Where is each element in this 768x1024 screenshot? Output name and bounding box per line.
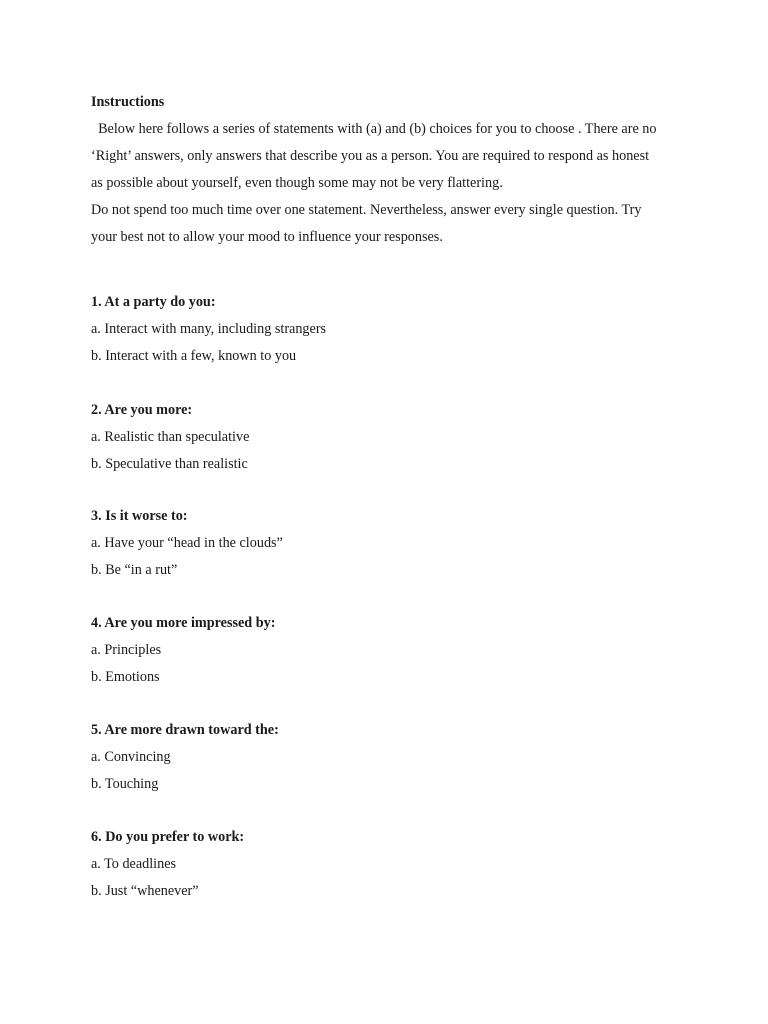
option-b: b. Be “in a rut” (91, 562, 178, 578)
question-3 (91, 503, 691, 584)
option-b: b. Just “whenever” (91, 883, 199, 899)
question-title: 4. Are you more impressed by: (91, 615, 276, 631)
question-2 (91, 397, 691, 478)
option-b: b. Interact with a few, known to you (91, 348, 297, 364)
instructions-paragraph-1 (91, 116, 711, 197)
option-a: a. Realistic than speculative (91, 429, 250, 445)
question-title: 6. Do you prefer to work: (91, 829, 245, 845)
option-b: b. Touching (91, 776, 159, 792)
option-a: a. Principles (91, 642, 162, 658)
question-4 (91, 610, 691, 691)
question-title: 3. Is it worse to: (91, 508, 188, 524)
option-b: b. Speculative than realistic (91, 456, 248, 472)
question-title: 5. Are more drawn toward the: (91, 722, 279, 738)
instructions-line: ‘Right’ answers, only answers that describe you as a person. You are required to respond as honest (91, 148, 650, 164)
question-6 (91, 824, 691, 905)
question-1 (91, 289, 691, 370)
option-a: a. Convincing (91, 749, 171, 765)
option-b: b. Emotions (91, 669, 160, 685)
option-a: a. To deadlines (91, 856, 177, 872)
question-title: 2. Are you more: (91, 402, 193, 418)
question-title: 1. At a party do you: (91, 294, 216, 310)
option-a: a. Have your “head in the clouds” (91, 535, 283, 551)
instructions-line: as possible about yourself, even though some may not be very flattering. (91, 175, 503, 191)
option-a: a. Interact with many, including strangers (91, 321, 327, 337)
instructions-line: Below here follows a series of statements with (a) and (b) choices for you to choose . There are no (91, 121, 657, 137)
instructions-line: your best not to allow your mood to influence your responses. (91, 229, 443, 245)
question-5 (91, 717, 691, 798)
instructions-paragraph-2 (91, 197, 711, 251)
instructions-line: Do not spend too much time over one statement. Nevertheless, answer every single question. Try (91, 202, 642, 218)
instructions-heading: Instructions (91, 94, 165, 110)
